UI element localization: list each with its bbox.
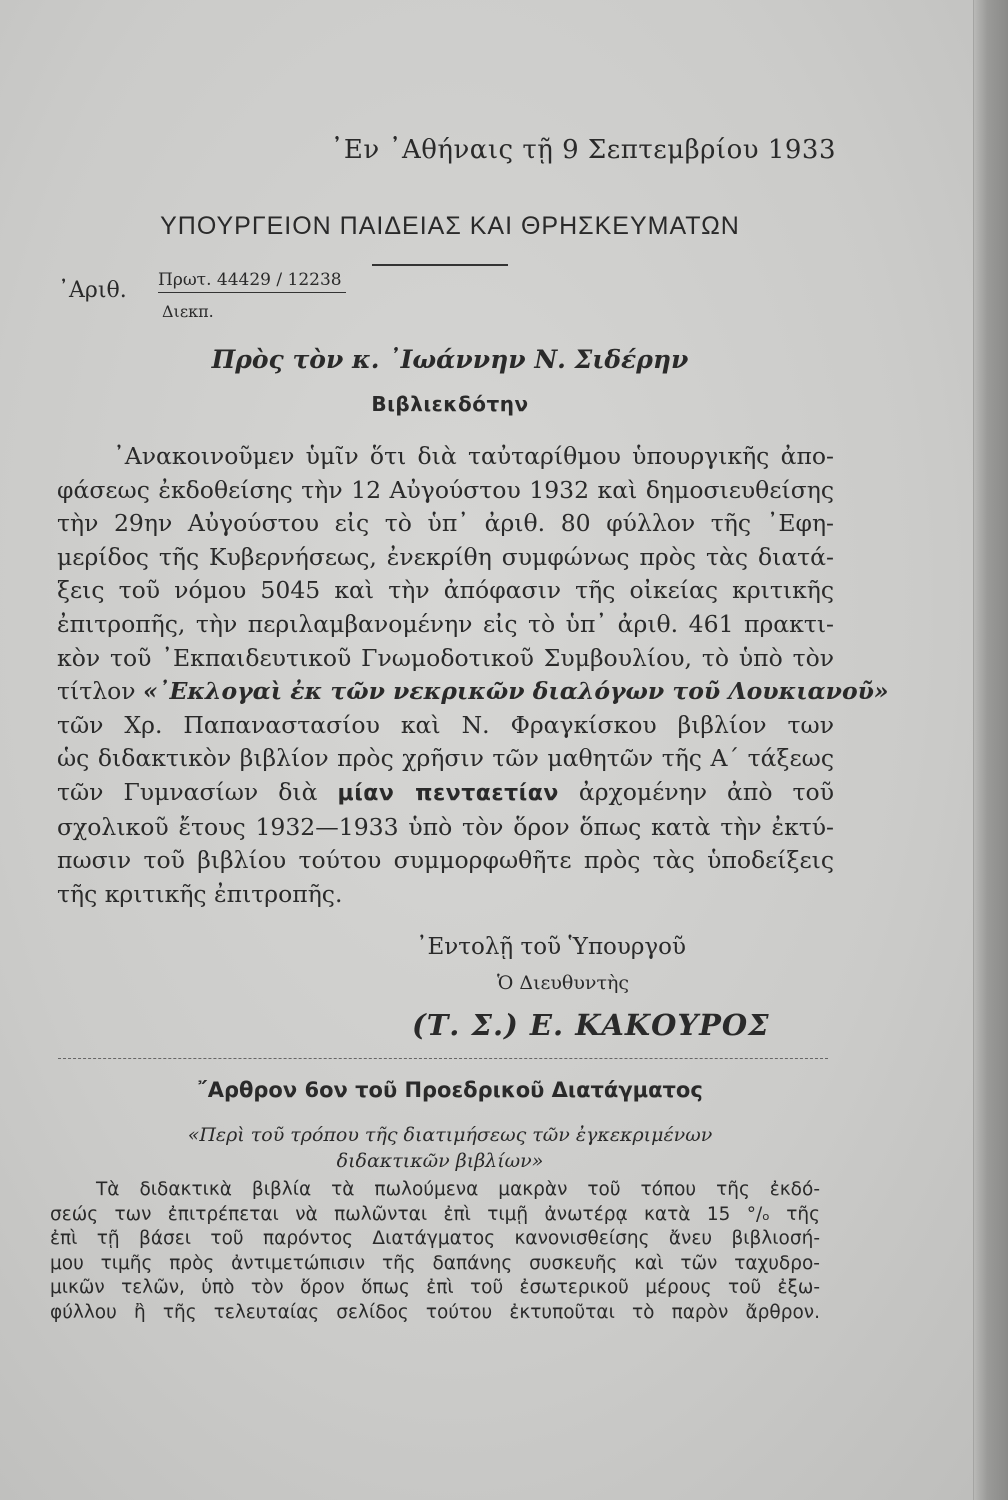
signature-order: ᾿Εντολῇ τοῦ Ὑπουργοῦ	[416, 934, 686, 960]
article-title: ῎Αρθρον 6ον τοῦ Προεδρικοῦ Διατάγματος	[197, 1078, 703, 1102]
article-line: ἐπὶ τῇ βάσει τοῦ παρόντος Διατάγματος κανονισθείσης ἄνευ βιβλιοσή-	[50, 1228, 820, 1250]
number-label: ᾿Αριθ.	[58, 278, 127, 303]
body-line: πωσιν τοῦ βιβλίου τούτου συμμορφωθῆτε πρὸς τὰς ὑποδείξεις	[57, 846, 834, 875]
article-line: μου τιμῆς πρὸς ἀντιμετώπισιν τῆς δαπάνης συσκευῆς καὶ τῶν ταχυδρο-	[50, 1252, 820, 1274]
body-line: κὸν τοῦ ᾿Εκπαιδευτικοῦ Γνωμοδοτικοῦ Συμβουλίου, τὸ ὑπὸ τὸν	[57, 643, 834, 672]
body-line: σχολικοῦ ἔτους 1932—1933 ὑπὸ τὸν ὅρον ὅπως κατὰ τὴν ἐκτύ-	[57, 812, 834, 841]
ministry-heading: ΥΠΟΥΡΓΕΙΟΝ ΠΑΙΔΕΙΑΣ ΚΑΙ ΘΡΗΣΚΕΥΜΑΤΩΝ	[160, 212, 740, 240]
book-title: «᾿Εκλογαὶ ἐκ τῶν νεκρικῶν διαλόγων τοῦ Λουκιανοῦ»	[143, 677, 889, 706]
letter-body	[57, 440, 889, 911]
protocol-number: Πρωτ. 44429 / 12238	[158, 270, 346, 293]
body-text: ἀρχομένην ἀπὸ τοῦ	[578, 777, 834, 806]
letter-date: ᾿Εν ᾿Αθήναις τῇ 9 Σεπτεμβρίου 1933	[330, 135, 836, 165]
body-line: μερίδος τῆς Κυβερνήσεως, ἐνεκρίθη συμφώνως πρὸς τὰς διατά-	[57, 542, 834, 571]
body-line	[57, 776, 834, 811]
body-text: τίτλον	[57, 677, 136, 706]
body-line: ξεις τοῦ νόμου 5045 καὶ τὴν ἀπόφασιν τῆς οἰκείας κριτικῆς	[57, 576, 834, 605]
body-line: φάσεως ἐκδοθείσης τὴν 12 Αὐγούστου 1932 καὶ δημοσιευθείσης	[57, 475, 834, 504]
signature-director: Ὁ Διευθυντὴς	[497, 972, 630, 994]
book-spine-edge	[973, 0, 1008, 1500]
recipient-name: Πρὸς τὸν κ. ᾿Ιωάννην Ν. Σιδέρην	[211, 345, 689, 374]
article-subtitle: διδακτικῶν βιβλίων»	[336, 1150, 544, 1172]
body-line: τὴν 29ην Αὐγούστου εἰς τὸ ὑπ᾿ ἀριθ. 80 φύλλον τῆς ᾿Εφη-	[57, 509, 834, 538]
body-line: ᾿Ανακοινοῦμεν ὑμῖν ὅτι διὰ ταὐταρίθμου ὑπουργικῆς ἀπο-	[113, 442, 834, 470]
heading-rule	[372, 264, 508, 266]
dispatch-label: Διεκπ.	[162, 302, 214, 321]
section-divider	[58, 1058, 828, 1059]
article-line: Τὰ διδακτικὰ βιβλία τὰ πωλούμενα μακρὰν τοῦ τόπου τῆς ἐκδό-	[96, 1179, 820, 1200]
article-body	[50, 1178, 820, 1326]
body-text: τῶν Γυμνασίων διὰ	[57, 777, 318, 806]
article-line: μικῶν τελῶν, ὑπὸ τὸν ὅρον ὅπως ἐπὶ τοῦ ἐσωτερικοῦ μέρους τοῦ ἐξω-	[50, 1277, 820, 1299]
body-line: ἐπιτροπῆς, τὴν περιλαμβανομένην εἰς τὸ ὑπ᾿ ἀριθ. 461 πρακτι-	[57, 609, 834, 638]
article-line: φύλλου ἢ τῆς τελευταίας σελίδος τούτου ἐκτυποῦται τὸ παρὸν ἄρθρον.	[50, 1301, 820, 1323]
body-line: τῆς κριτικῆς ἐπιτροπῆς.	[57, 879, 343, 908]
article-line: σεώς των ἐπιτρέπεται νὰ πωλῶνται ἐπὶ τιμῇ ἀνωτέρᾳ κατὰ 15 °/ₒ τῆς	[50, 1203, 820, 1225]
signature-name: (Τ. Σ.) Ε. ΚΑΚΟΥΡΟΣ	[412, 1008, 770, 1042]
duration-emphasis: μίαν πενταετίαν	[337, 780, 559, 806]
body-line: ὡς διδακτικὸν βιβλίον πρὸς χρῆσιν τῶν μαθητῶν τῆς Α΄ τάξεως	[57, 744, 834, 773]
body-line: τῶν Χρ. Παπαναστασίου καὶ Ν. Φραγκίσκου βιβλίον των	[57, 710, 834, 739]
body-line	[57, 675, 889, 709]
recipient-profession: Βιβλιεκδότην	[371, 392, 529, 416]
article-subtitle: «Περὶ τοῦ τρόπου τῆς διατιμήσεως τῶν ἐγκεκριμένων	[187, 1124, 713, 1146]
